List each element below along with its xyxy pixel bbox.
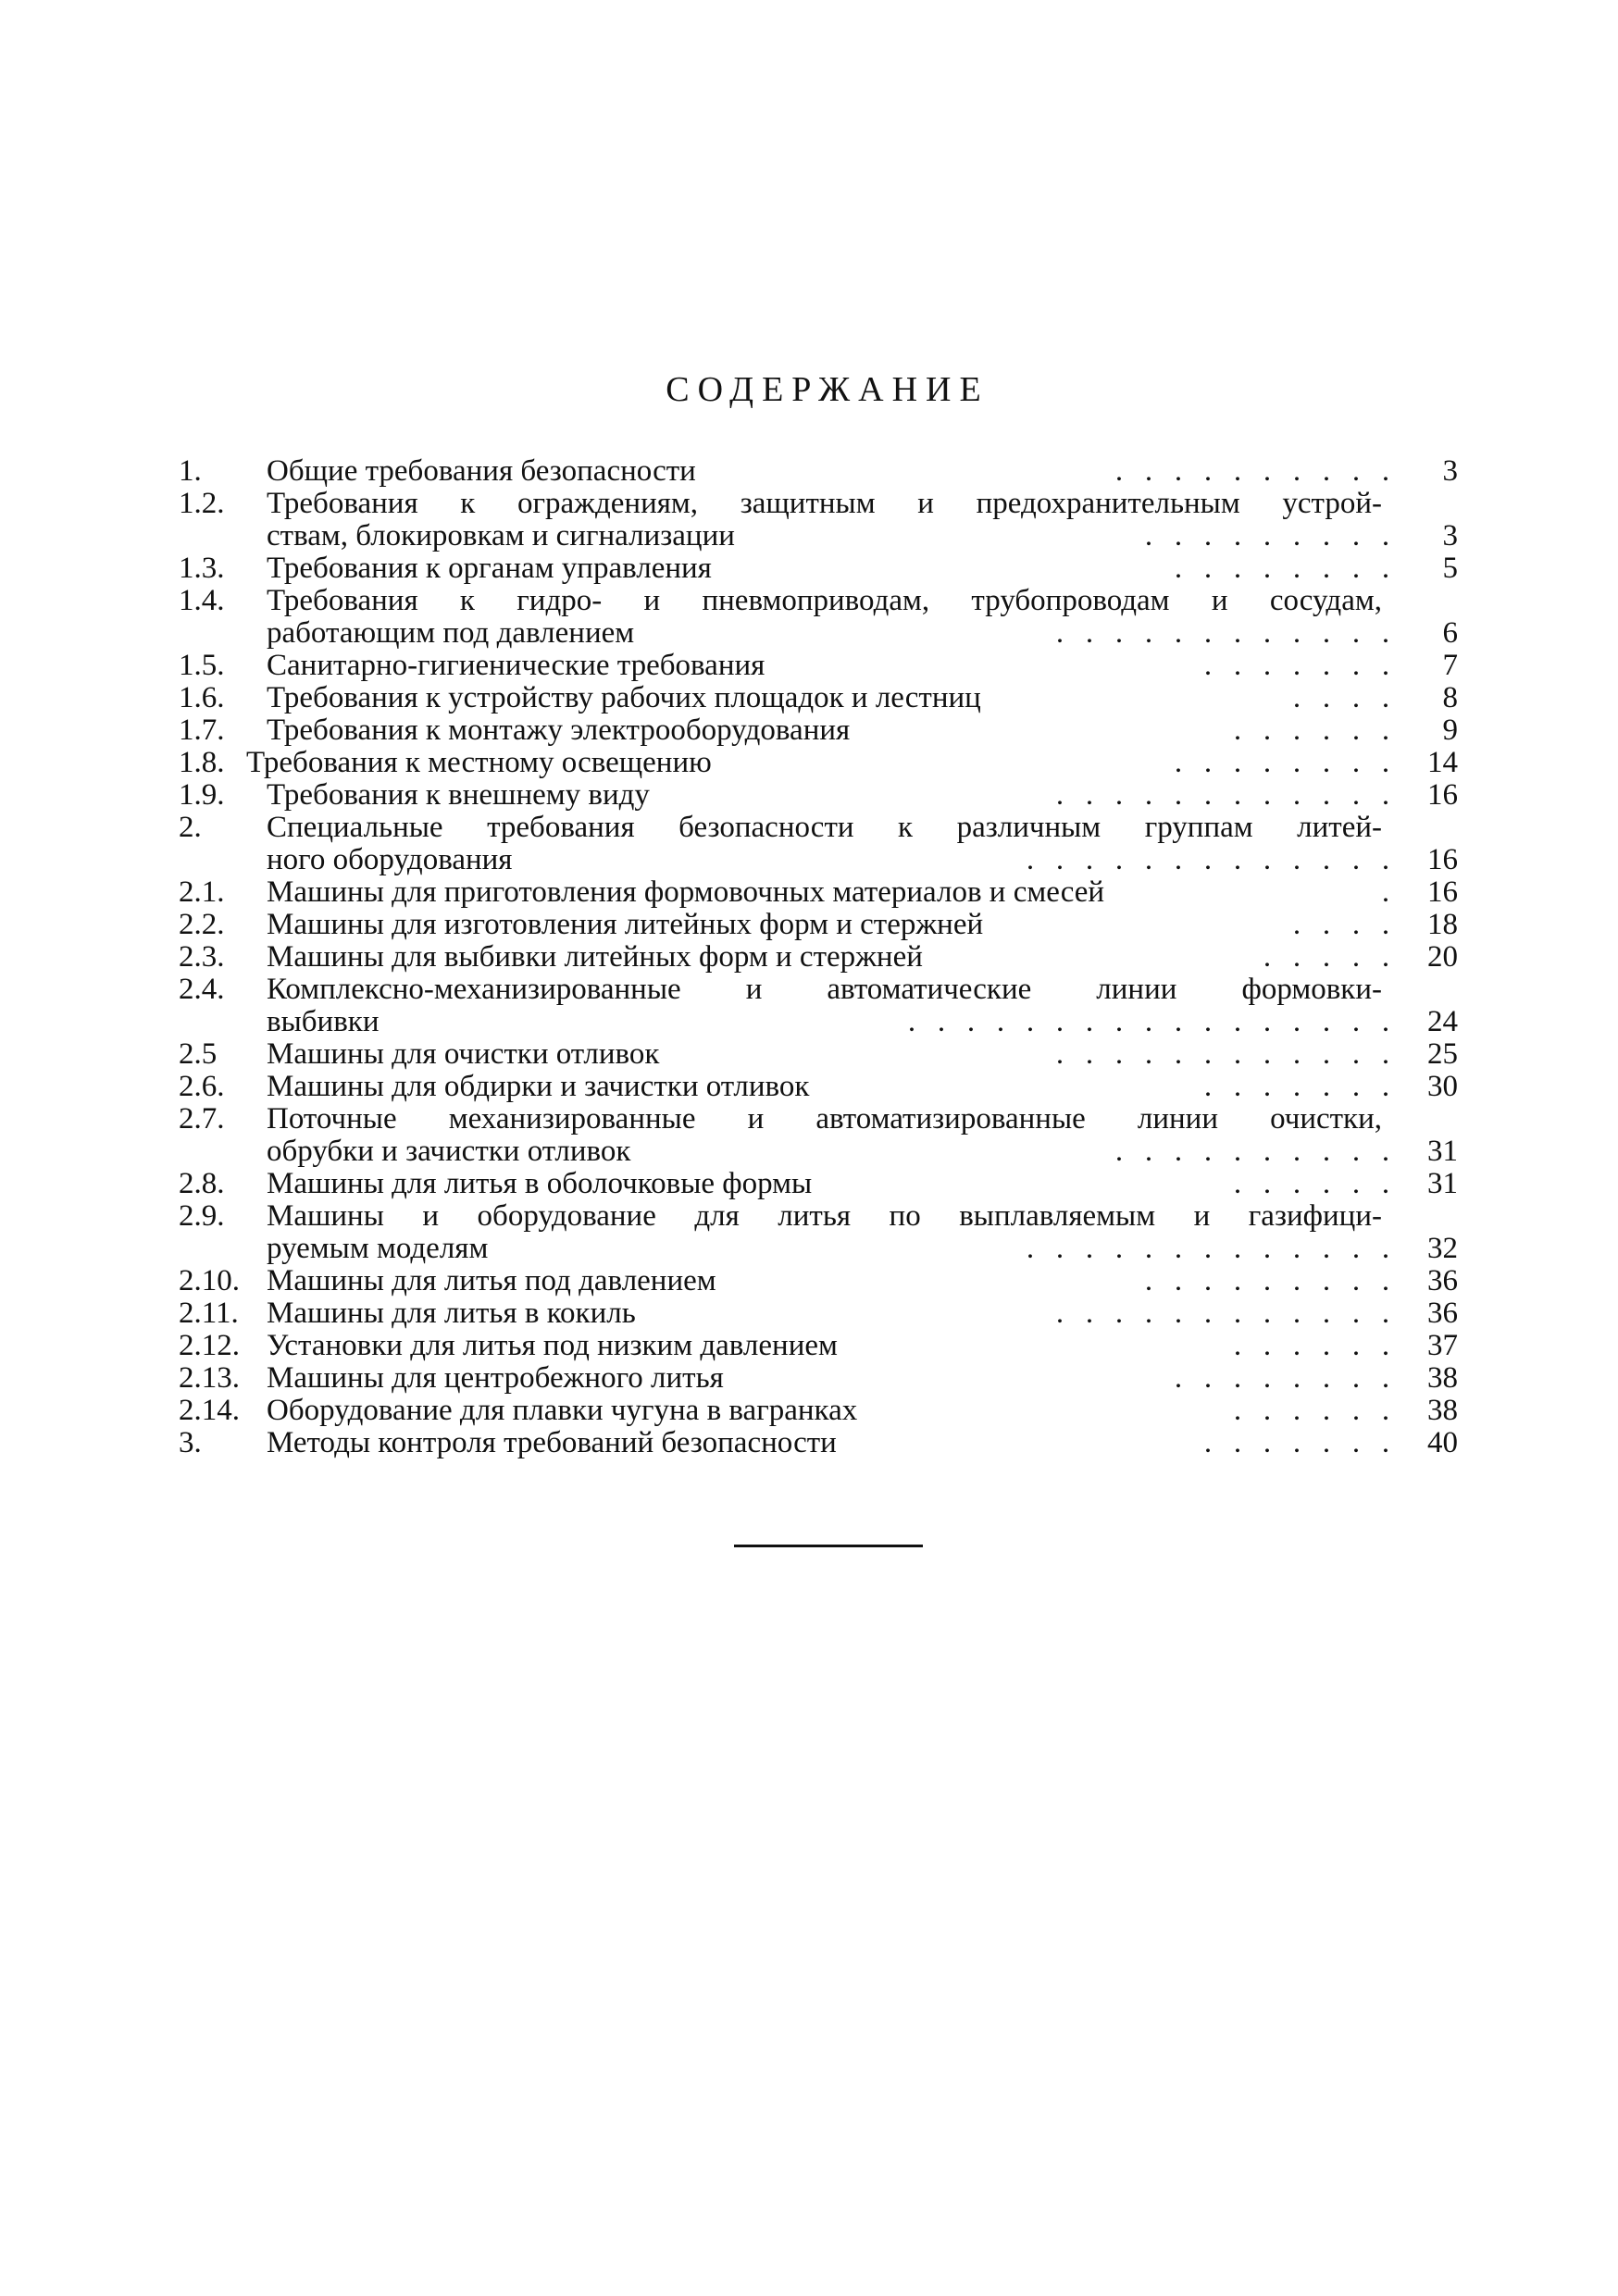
toc-line (179, 941, 1458, 974)
toc-page-number: 3 (1442, 454, 1458, 488)
leader-dots: . . . . . . . . . . (1114, 1135, 1390, 1168)
toc-entry-text: Требования к местному освещению (246, 746, 712, 779)
toc-page-number: 8 (1442, 681, 1458, 714)
toc-entry-text: Требования к монтажу электрооборудования (267, 714, 851, 747)
leader-dots: . . . . . . . . . (1144, 1264, 1390, 1297)
leader-dots: . . . . . . . . . . . . . (1026, 1232, 1390, 1265)
toc-page-number: 30 (1427, 1070, 1458, 1103)
toc-page-number: 36 (1427, 1264, 1458, 1297)
toc-entry-text: Требования к гидро- и пневмоприводам, трубопроводам и сосудам, (267, 584, 1382, 617)
toc-page-number: 31 (1427, 1167, 1458, 1200)
leader-dots: . . . . . . . . . . . . . . . . . (907, 1005, 1390, 1038)
toc-entry-text: Машины для изготовления литейных форм и стержней (267, 908, 984, 941)
toc-entry-text: Комплексно-механизированные и автоматические линии формовки- (267, 973, 1382, 1006)
leader-dots: . . . . . . . . . . . . . (1026, 843, 1390, 876)
divider-rule (734, 1545, 923, 1547)
leader-dots: . . . . . . . . (1174, 746, 1390, 779)
toc-entry-text: Требования к ограждениям, защитным и предохранительным устрой- (267, 487, 1382, 520)
toc-entry-number: 1. (179, 454, 202, 488)
toc-line (179, 1136, 1458, 1168)
toc-line (179, 1168, 1458, 1200)
toc-entry-number: 2.9. (179, 1199, 225, 1233)
leader-dots: . . . . . . . . . . . . (1055, 778, 1390, 812)
toc-line (179, 1427, 1458, 1459)
leader-dots: . . . . . . . . . . . . (1055, 1037, 1390, 1071)
toc-entry-number: 1.6. (179, 681, 225, 714)
leader-dots: . . . . . (1263, 940, 1390, 974)
leader-dots: . . . . . . (1233, 1329, 1390, 1362)
toc-page-number: 32 (1427, 1232, 1458, 1265)
toc-line (179, 520, 1458, 552)
toc-entry-text: Требования к устройству рабочих площадок и лестниц (267, 681, 981, 714)
toc-entry-text: выбивки (267, 1005, 380, 1038)
toc-entry-text: Машины для приготовления формовочных материалов и смесей (267, 875, 1105, 909)
toc-entry-number: 2.5 (179, 1037, 218, 1071)
toc-entry-number: 2.4. (179, 973, 225, 1006)
toc-entry-number: 2. (179, 811, 202, 844)
toc-entry-number: 2.8. (179, 1167, 225, 1200)
toc-line (179, 1265, 1458, 1297)
toc-page-number: 18 (1427, 908, 1458, 941)
toc-entry-number: 2.7. (179, 1102, 225, 1136)
toc-page-number: 36 (1427, 1297, 1458, 1330)
toc-line (179, 747, 1458, 779)
toc-entry-number: 2.1. (179, 875, 225, 909)
toc-line (179, 617, 1458, 650)
toc-page-number: 9 (1442, 714, 1458, 747)
toc-entry-text: Машины для литья в оболочковые формы (267, 1167, 813, 1200)
toc-line (179, 1297, 1458, 1330)
toc-line (179, 1071, 1458, 1103)
toc-entry-number: 1.5. (179, 649, 225, 682)
leader-dots: . . . . (1292, 681, 1390, 714)
toc-entry-number: 2.3. (179, 940, 225, 974)
toc-page-number: 24 (1427, 1005, 1458, 1038)
toc-line (179, 552, 1458, 585)
toc-entry-text: Поточные механизированные и автоматизированные линии очистки, (267, 1102, 1382, 1136)
toc-page-number: 38 (1427, 1361, 1458, 1395)
toc-line (179, 876, 1458, 909)
toc-entry-number: 2.2. (179, 908, 225, 941)
toc-page-number: 5 (1442, 552, 1458, 585)
toc-page-number: 16 (1427, 778, 1458, 812)
toc-line (179, 714, 1458, 747)
toc-page-number: 40 (1427, 1426, 1458, 1459)
toc-page-number: 6 (1442, 616, 1458, 650)
leader-dots: . . . . . . (1233, 1394, 1390, 1427)
leader-dots: . . . . (1292, 908, 1390, 941)
toc-entry-number: 2.6. (179, 1070, 225, 1103)
leader-dots: . . . . . . (1233, 1167, 1390, 1200)
toc-entry-number: 2.12. (179, 1329, 240, 1362)
toc-entry-text: Требования к внешнему виду (267, 778, 650, 812)
toc-entry-number: 2.13. (179, 1361, 240, 1395)
toc-page-number: 3 (1442, 519, 1458, 552)
toc-entry-number: 1.9. (179, 778, 225, 812)
toc-entry-text: Общие требования безопасности (267, 454, 696, 488)
toc-entry-text: Машины и оборудование для литья по выплавляемым и газифици- (267, 1199, 1382, 1233)
page-title: СОДЕРЖАНИЕ (666, 370, 989, 409)
toc-entry-number: 2.10. (179, 1264, 240, 1297)
toc-line (179, 1233, 1458, 1265)
toc-page-number: 7 (1442, 649, 1458, 682)
toc-entry-number: 2.11. (179, 1297, 239, 1330)
toc-entry-text: Машины для обдирки и зачистки отливок (267, 1070, 810, 1103)
toc-page-number: 16 (1427, 843, 1458, 876)
toc-entry-text: Машины для выбивки литейных форм и стержней (267, 940, 923, 974)
leader-dots: . . . . . . . (1203, 1070, 1390, 1103)
toc-entry-text: Машины для очистки отливок (267, 1037, 660, 1071)
toc-page-number: 37 (1427, 1329, 1458, 1362)
toc-line (179, 1103, 1458, 1136)
toc-line (179, 909, 1458, 941)
toc-entry-number: 1.4. (179, 584, 225, 617)
table-of-contents (179, 455, 1458, 1459)
leader-dots: . . . . . . . . (1174, 552, 1390, 585)
toc-line (179, 585, 1458, 617)
toc-entry-text: Машины для центробежного литья (267, 1361, 724, 1395)
toc-line (179, 779, 1458, 812)
toc-line (179, 974, 1458, 1006)
toc-entry-number: 1.7. (179, 714, 225, 747)
toc-entry-text: Требования к органам управления (267, 552, 712, 585)
toc-page-number: 14 (1427, 746, 1458, 779)
leader-dots: . . . . . . . . . . . . (1055, 616, 1390, 650)
toc-entry-text: ного оборудования (267, 843, 513, 876)
leader-dots: . . . . . . . . (1174, 1361, 1390, 1395)
leader-dots: . (1381, 875, 1390, 909)
toc-entry-text: ствам, блокировкам и сигнализации (267, 519, 735, 552)
toc-line (179, 650, 1458, 682)
toc-entry-text: Установки для литья под низким давлением (267, 1329, 838, 1362)
toc-entry-number: 1.3. (179, 552, 225, 585)
toc-line (179, 1330, 1458, 1362)
toc-line (179, 682, 1458, 714)
toc-entry-text: Санитарно-гигиенические требования (267, 649, 765, 682)
toc-entry-text: руемым моделям (267, 1232, 489, 1265)
toc-entry-text: Оборудование для плавки чугуна в вагранках (267, 1394, 858, 1427)
toc-entry-text: Машины для литья под давлением (267, 1264, 716, 1297)
toc-entry-text: Методы контроля требований безопасности (267, 1426, 837, 1459)
toc-line (179, 844, 1458, 876)
toc-page-number: 38 (1427, 1394, 1458, 1427)
toc-entry-text: обрубки и зачистки отливок (267, 1135, 631, 1168)
toc-page-number: 31 (1427, 1135, 1458, 1168)
toc-entry-number: 1.2. (179, 487, 225, 520)
leader-dots: . . . . . . . (1203, 1426, 1390, 1459)
leader-dots: . . . . . . (1233, 714, 1390, 747)
toc-entry-number: 3. (179, 1426, 202, 1459)
leader-dots: . . . . . . . . . . . . (1055, 1297, 1390, 1330)
toc-line (179, 1362, 1458, 1395)
toc-page-number: 25 (1427, 1037, 1458, 1071)
leader-dots: . . . . . . . (1203, 649, 1390, 682)
toc-page-number: 16 (1427, 875, 1458, 909)
toc-line (179, 1395, 1458, 1427)
toc-entry-text: Специальные требования безопасности к различным группам литей- (267, 811, 1382, 844)
toc-entry-text: Машины для литья в кокиль (267, 1297, 636, 1330)
toc-line (179, 812, 1458, 844)
toc-line (179, 1200, 1458, 1233)
toc-line (179, 1038, 1458, 1071)
toc-entry-number: 1.8. (179, 746, 225, 779)
leader-dots: . . . . . . . . . (1144, 519, 1390, 552)
toc-line (179, 488, 1458, 520)
leader-dots: . . . . . . . . . . (1114, 454, 1390, 488)
toc-entry-number: 2.14. (179, 1394, 240, 1427)
toc-line (179, 455, 1458, 488)
toc-entry-text: работающим под давлением (267, 616, 635, 650)
toc-line (179, 1006, 1458, 1038)
toc-page-number: 20 (1427, 940, 1458, 974)
